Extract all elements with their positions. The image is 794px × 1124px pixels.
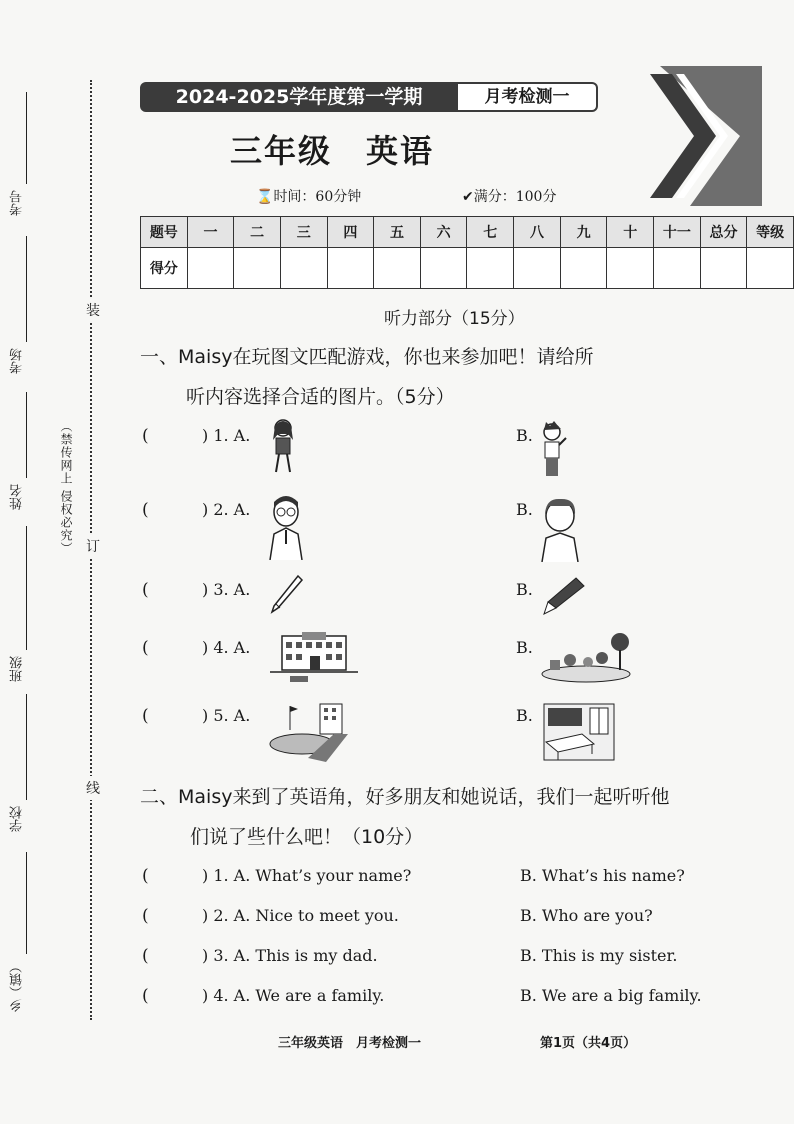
q2-item-3-a: ) 3. A. This is my dad. <box>202 946 378 965</box>
check-circle-icon: ✔ <box>462 189 474 205</box>
q2-item-4-b: B. We are a big family. <box>520 986 702 1005</box>
q2-item-4-a: ) 4. A. We are a family. <box>202 986 385 1005</box>
copyright-notice: （禁传网上 侵权必究） <box>59 420 73 555</box>
q2-item-2-b: B. Who are you? <box>520 906 653 925</box>
field-name: 姓名 <box>10 484 25 510</box>
field-exam-number: 考号 <box>10 190 25 216</box>
col-header: 三 <box>280 217 327 248</box>
park-picture[interactable] <box>540 630 632 684</box>
col-header: 四 <box>327 217 374 248</box>
col-header: 等级 <box>747 217 794 248</box>
score-cell[interactable] <box>234 248 281 289</box>
score-cell[interactable] <box>280 248 327 289</box>
col-header: 五 <box>374 217 421 248</box>
col-header: 十 <box>607 217 654 248</box>
man-glasses-picture[interactable] <box>266 494 306 560</box>
score-cell[interactable] <box>700 248 747 289</box>
school-building-picture[interactable] <box>270 630 358 686</box>
q1-item-5-b: B. <box>516 706 533 725</box>
exam-room-line <box>26 236 27 342</box>
field-exam-room: 考场 <box>10 348 25 374</box>
page-number: 第1页（共4页） <box>540 1036 637 1051</box>
time-text: 时间：60分钟 <box>273 189 362 205</box>
score-cell[interactable] <box>467 248 514 289</box>
answer-blank[interactable]: ( <box>142 866 149 886</box>
score-cell[interactable] <box>747 248 794 289</box>
q1-item-2-b: B. <box>516 500 533 519</box>
question-2-heading-cont: 们说了些什么吧！（10分） <box>190 826 424 848</box>
score-cell[interactable] <box>187 248 234 289</box>
name-line <box>26 392 27 478</box>
class-line <box>26 526 27 650</box>
township-line <box>26 852 27 954</box>
question-2-heading: 二、Maisy来到了英语角，好多朋友和她说话，我们一起听听他 <box>140 786 670 808</box>
q1-item-3: ) 3. A. <box>202 580 251 599</box>
col-header: 总分 <box>700 217 747 248</box>
score-cell[interactable] <box>374 248 421 289</box>
q1-item-3-b: B. <box>516 580 533 599</box>
playground-picture[interactable] <box>268 700 350 762</box>
answer-blank[interactable]: ( <box>142 638 149 658</box>
q2-item-2-a: ) 2. A. Nice to meet you. <box>202 906 399 925</box>
row-label-question: 题号 <box>141 217 188 248</box>
answer-blank[interactable]: ( <box>142 500 149 520</box>
section-title: 听力部分（15分） <box>384 309 525 329</box>
pencil-picture[interactable] <box>268 574 304 616</box>
q2-item-1-b: B. What’s his name? <box>520 866 685 885</box>
full-score-info <box>462 186 556 206</box>
footer-left: 三年级英语 月考检测一 <box>278 1036 422 1051</box>
q2-item-3-b: B. This is my sister. <box>520 946 678 965</box>
year-term: 2024-2025学年度第一学期 <box>140 82 458 112</box>
score-cell[interactable] <box>654 248 701 289</box>
score-cell[interactable] <box>420 248 467 289</box>
decorative-chevron <box>650 66 762 206</box>
q1-item-4-b: B. <box>516 638 533 657</box>
pen-picture[interactable] <box>540 576 586 616</box>
question-1-heading: 一、Maisy在玩图文匹配游戏，你也来参加吧！请给所 <box>140 346 594 368</box>
answer-blank[interactable]: ( <box>142 906 149 926</box>
row-label-score: 得分 <box>141 248 188 289</box>
col-header: 二 <box>234 217 281 248</box>
col-header: 九 <box>560 217 607 248</box>
answer-blank[interactable]: ( <box>142 946 149 966</box>
bind-word-xian: 线 <box>86 776 100 800</box>
col-header: 十一 <box>654 217 701 248</box>
school-line <box>26 694 27 800</box>
col-header: 七 <box>467 217 514 248</box>
full-score-text: 满分：100分 <box>473 189 557 205</box>
answer-blank[interactable]: ( <box>142 426 149 446</box>
test-name: 月考检测一 <box>458 82 598 112</box>
answer-blank[interactable]: ( <box>142 580 149 600</box>
header-banner <box>140 82 598 112</box>
classroom-picture[interactable] <box>542 702 616 762</box>
bind-word-zhuang: 装 <box>86 298 100 322</box>
q1-item-4: ) 4. A. <box>202 638 251 657</box>
answer-blank[interactable]: ( <box>142 706 149 726</box>
q1-item-1: ) 1. A. <box>202 426 251 445</box>
score-cell[interactable] <box>607 248 654 289</box>
col-header: 一 <box>187 217 234 248</box>
field-school: 学校 <box>10 806 25 832</box>
boy-picture[interactable] <box>536 420 570 480</box>
page-title: 三年级 英语 <box>230 132 435 170</box>
score-cell[interactable] <box>514 248 561 289</box>
question-1-heading-cont: 听内容选择合适的图片。（5分） <box>186 386 455 408</box>
score-table <box>140 216 794 289</box>
girl-picture[interactable] <box>266 418 300 476</box>
boy-brown-hair-picture[interactable] <box>538 496 582 562</box>
field-class: 班级 <box>10 656 25 682</box>
q1-item-1-b: B. <box>516 426 533 445</box>
field-township: 乡（镇） <box>10 960 25 1012</box>
q1-item-2: ) 2. A. <box>202 500 251 519</box>
col-header: 八 <box>514 217 561 248</box>
bind-word-ding: 订 <box>86 534 100 558</box>
answer-blank[interactable]: ( <box>142 986 149 1006</box>
hourglass-icon: ⌛ <box>256 189 274 205</box>
col-header: 六 <box>420 217 467 248</box>
score-table-score-row <box>141 248 794 289</box>
q1-item-5: ) 5. A. <box>202 706 251 725</box>
score-table-header-row <box>141 217 794 248</box>
score-cell[interactable] <box>560 248 607 289</box>
time-info <box>256 186 361 206</box>
score-cell[interactable] <box>327 248 374 289</box>
exam-number-line <box>26 92 27 184</box>
q2-item-1-a: ) 1. A. What’s your name? <box>202 866 412 885</box>
